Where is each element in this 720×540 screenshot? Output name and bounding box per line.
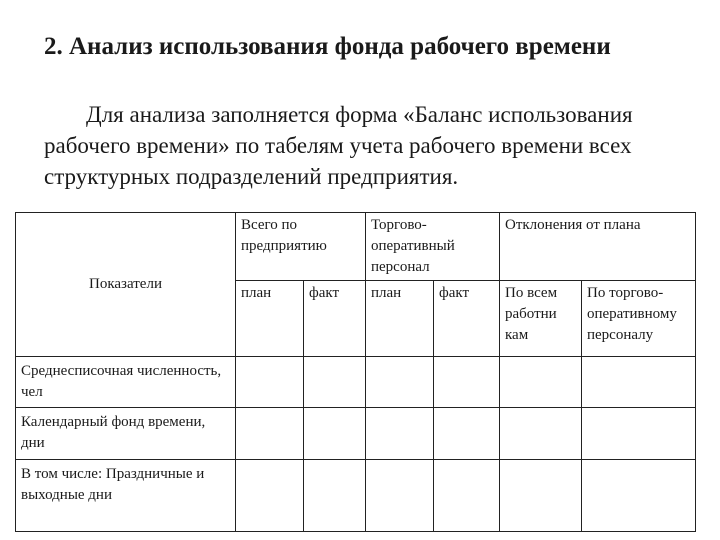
intro-paragraph-text: Для анализа заполняется форма «Баланс использования рабочего времени» по табелям учета рабочего времени всех структурных подразделений предприятия. [44,102,633,189]
table-cell [366,460,434,532]
table-cell [434,357,500,408]
trade-staff-header: Торгово-оперативный персонал [366,213,500,281]
table-cell [582,357,696,408]
work-time-balance-table [15,212,696,532]
enterprise-total-header: Всего по предприятию [236,213,366,281]
intro-paragraph [44,99,664,192]
table-cell [500,408,582,460]
table-row [16,357,696,408]
deviation-all-workers-header: По всем работни кам [500,281,582,357]
table-cell [236,408,304,460]
table-cell [582,408,696,460]
page-heading: 2. Анализ использования фонда рабочего времени [44,33,611,60]
table-cell [434,408,500,460]
row-label-holidays: В том числе: Праздничные и выходные дни [16,460,236,532]
row-label-calendar-fund: Календарный фонд времени, дни [16,408,236,460]
table-cell [236,357,304,408]
table-cell [304,357,366,408]
table-cell [236,460,304,532]
table-row [16,460,696,532]
table-cell [582,460,696,532]
deviation-trade-staff-header: По торгово-оперативному персоналу [582,281,696,357]
enterprise-fact-header: факт [304,281,366,357]
table-cell [434,460,500,532]
table-cell [304,460,366,532]
table-cell [366,408,434,460]
header-row-groups [16,213,696,281]
table-row [16,408,696,460]
row-label-headcount: Среднесписочная численность, чел [16,357,236,408]
trade-fact-header: факт [434,281,500,357]
table-cell [304,408,366,460]
table-cell [366,357,434,408]
deviations-header: Отклонения от плана [500,213,696,281]
trade-plan-header: план [366,281,434,357]
table-cell [500,357,582,408]
indicators-header: Показатели [16,213,236,357]
table-cell [500,460,582,532]
enterprise-plan-header: план [236,281,304,357]
